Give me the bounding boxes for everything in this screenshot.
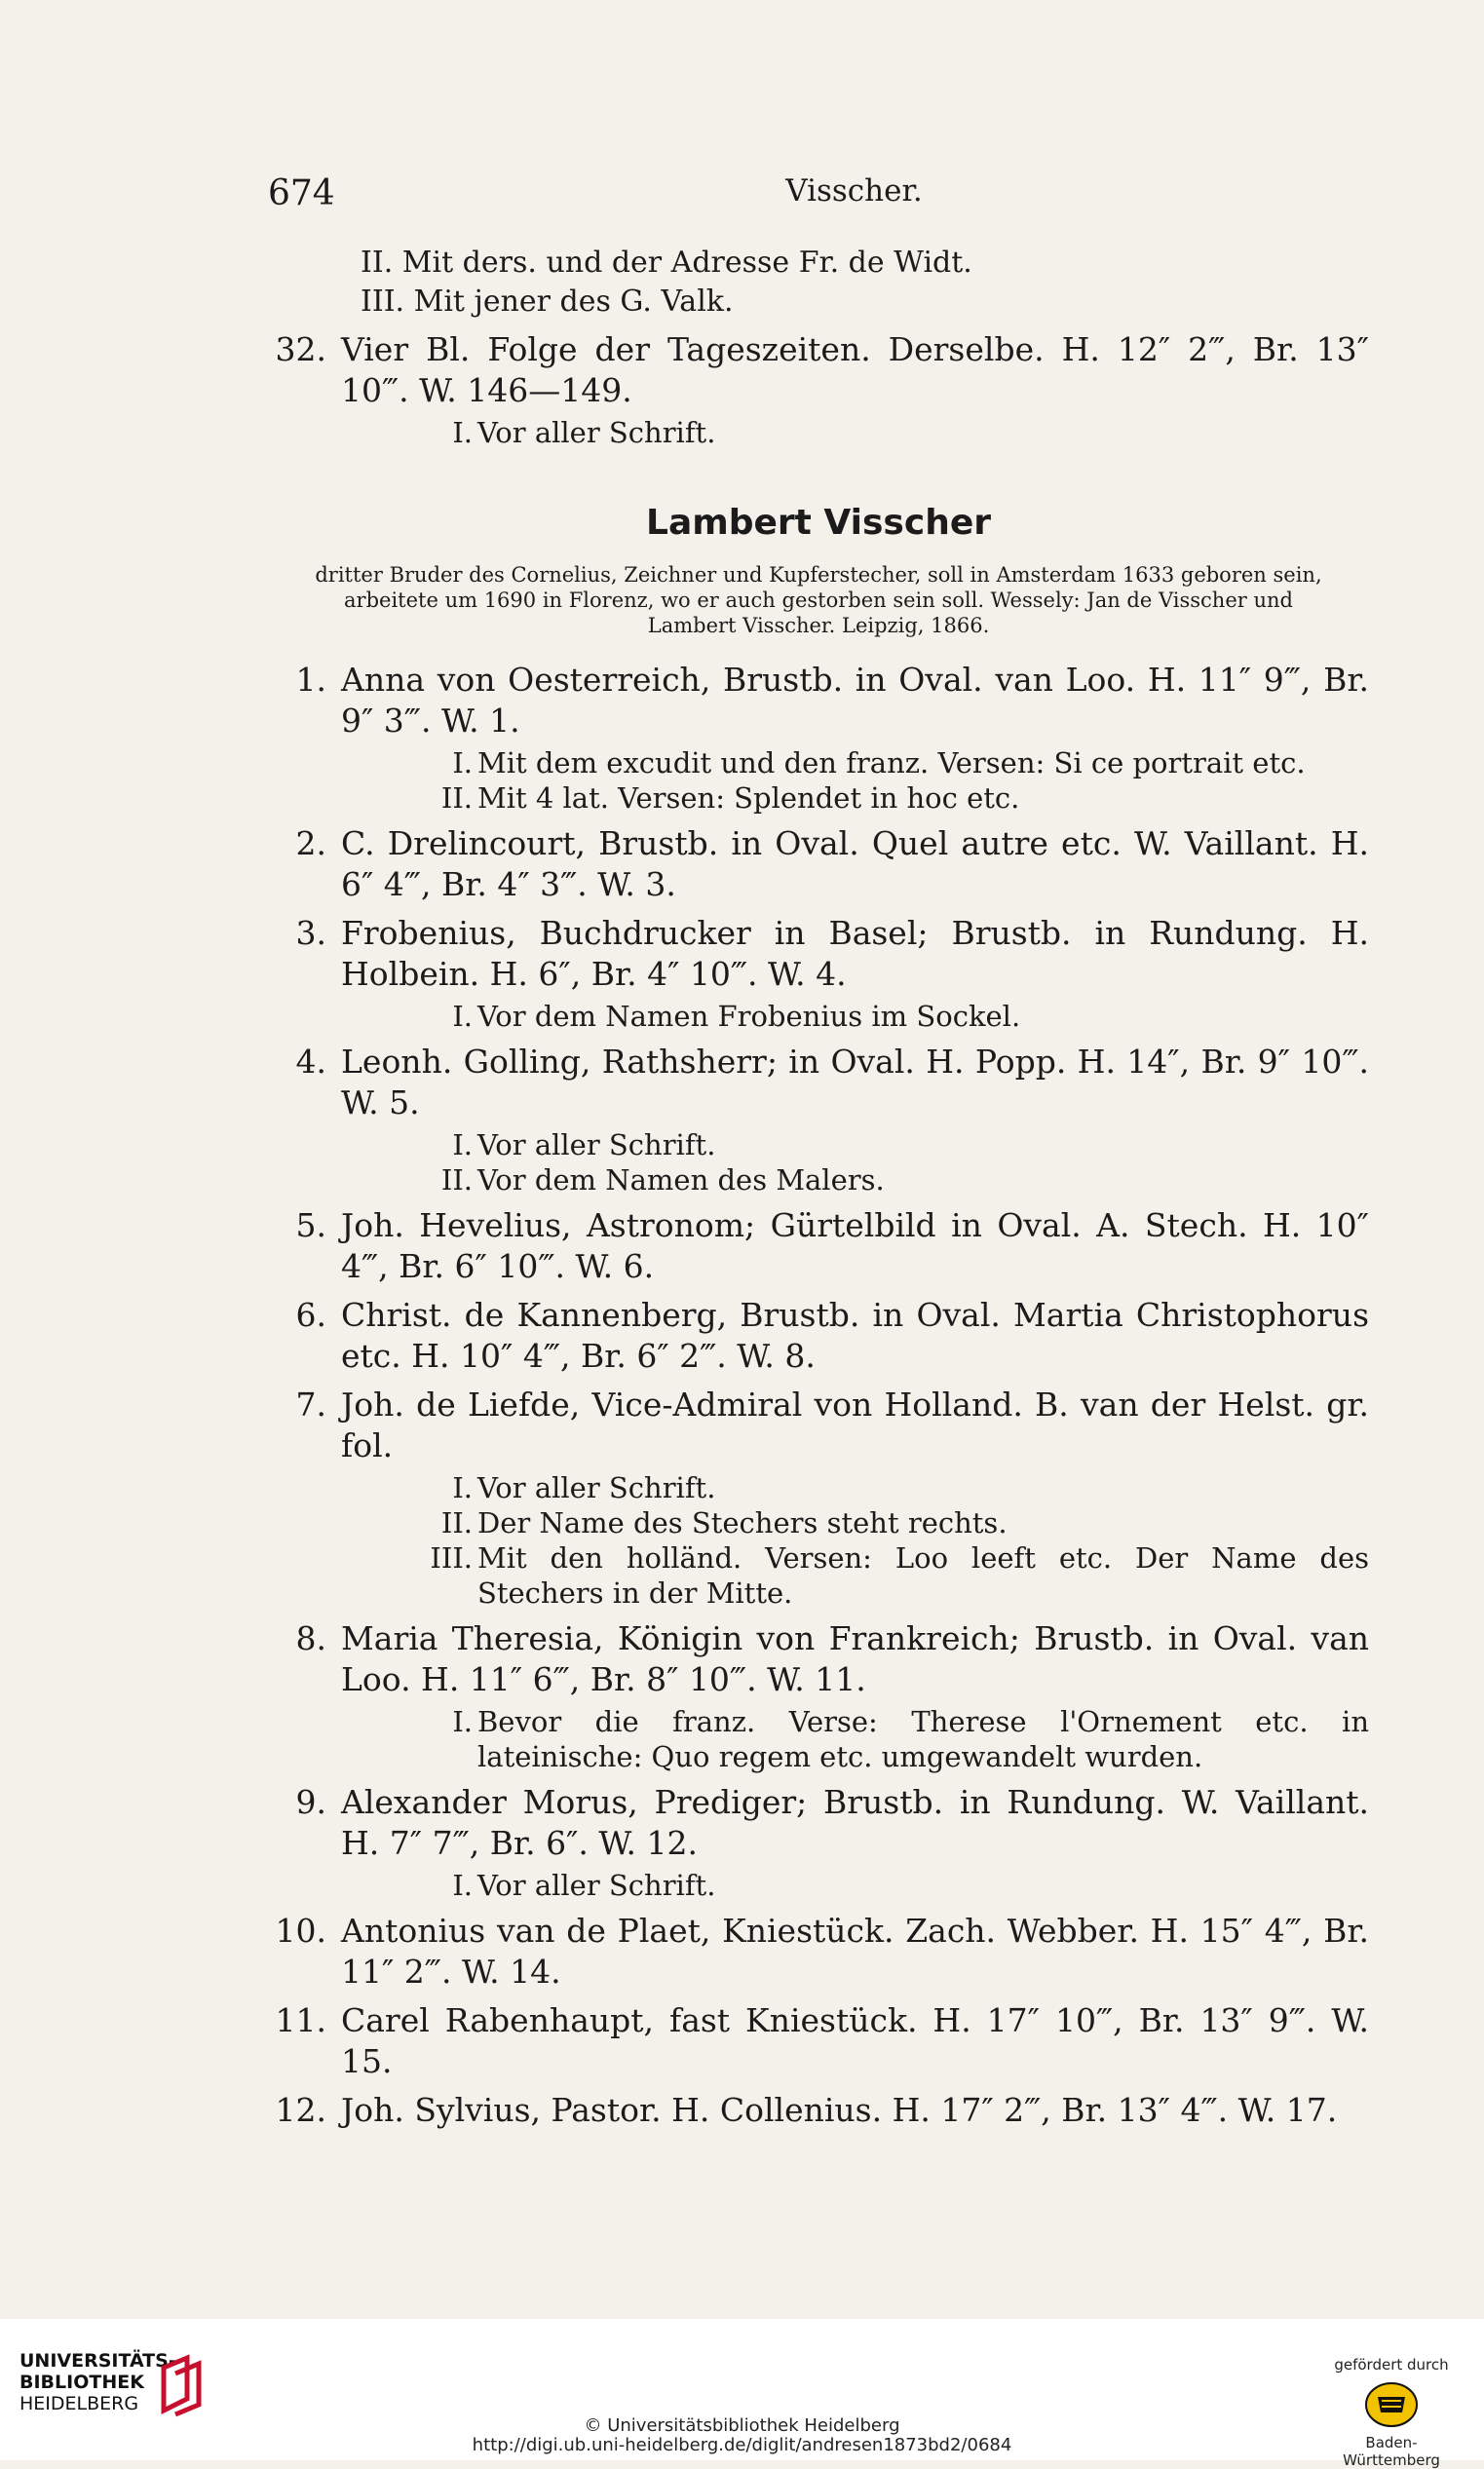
entry-text: Joh. Sylvius, Pastor. H. Collenius. H. 17″ 2‴, Br. 13″ 4‴. W. 17. xyxy=(341,2091,1338,2129)
entry-text: Maria Theresia, Königin von Frankreich; Brustb. in Oval. van Loo. H. 11″ 6‴, Br. 8″ 10‴. W. 11. xyxy=(341,1619,1369,1698)
entry-text: Joh. de Liefde, Vice-Admiral von Holland. B. van der Helst. gr. fol. xyxy=(341,1386,1369,1464)
catalog-entry xyxy=(268,1911,1369,1993)
entry-text: Vier Bl. Folge der Tageszeiten. Derselbe. H. 12″ 2‴, Br. 13″ 10‴. W. 146—149. xyxy=(341,330,1369,409)
catalog-entry xyxy=(268,823,1369,905)
entry-text: Antonius van de Plaet, Kniestück. Zach. Webber. H. 15″ 4‴, Br. 11″ 2‴. W. 14. xyxy=(341,1912,1369,1991)
entry-state xyxy=(341,745,1369,780)
entry-text: Alexander Morus, Prediger; Brustb. in Rundung. W. Vaillant. H. 7″ 7‴, Br. 6″. W. 12. xyxy=(341,1783,1369,1862)
entry-number: 1. xyxy=(295,661,326,699)
catalog-entry xyxy=(268,1205,1369,1287)
entry-number: 4. xyxy=(295,1043,326,1081)
state-text: Mit dem excudit und den franz. Versen: Si ce portrait etc. xyxy=(477,746,1306,779)
source-url[interactable]: http://digi.ub.uni-heidelberg.de/diglit/andresen1873bd2/0684 xyxy=(472,2435,1012,2455)
library-name-line2: BIBLIOTHEK xyxy=(19,2372,144,2393)
state-number: I. xyxy=(452,1471,473,1504)
entry-text: Frobenius, Buchdrucker in Basel; Brustb. in Rundung. H. Holbein. H. 6″, Br. 4″ 10‴. W. 4. xyxy=(341,914,1369,993)
entry-number: 11. xyxy=(275,2001,326,2039)
library-name-line3: HEIDELBERG xyxy=(19,2393,139,2414)
entry-state xyxy=(341,1505,1369,1540)
entry-number: 12. xyxy=(275,2091,326,2129)
sponsor-name: Baden-Württemberg xyxy=(1343,2434,1440,2469)
catalog-entry xyxy=(268,1295,1369,1377)
entry-state xyxy=(341,1540,1369,1611)
state-number: II. xyxy=(440,1506,473,1539)
catalog-entry xyxy=(268,1782,1369,1903)
catalog-entry-32 xyxy=(268,329,1369,450)
catalog-entry xyxy=(268,1042,1369,1197)
catalog-entry xyxy=(268,660,1369,816)
entry-state xyxy=(341,1470,1369,1505)
ub-heidelberg-logo-icon xyxy=(154,2354,205,2418)
entry-text: Anna von Oesterreich, Brustb. in Oval. van Loo. H. 11″ 9‴, Br. 9″ 3‴. W. 1. xyxy=(341,661,1369,740)
entry-number: 10. xyxy=(275,1912,326,1950)
lead-line: III. Mit jener des G. Valk. xyxy=(361,285,734,319)
page-content xyxy=(268,244,1369,2131)
state-number: I. xyxy=(452,416,473,449)
baden-wuerttemberg-coat-of-arms-icon xyxy=(1362,2379,1421,2430)
entry-number: 5. xyxy=(295,1206,326,1244)
footer-credits xyxy=(0,2416,1484,2455)
state-text: Mit den holländ. Versen: Loo leeft etc. Der Name des Stechers in der Mitte. xyxy=(477,1541,1369,1610)
entry-number: 9. xyxy=(295,1783,326,1821)
running-head: Visscher. xyxy=(785,173,923,209)
state-number: II. xyxy=(440,781,473,815)
entry-list xyxy=(268,660,1369,2131)
sponsor-label: gefördert durch xyxy=(1334,2356,1449,2374)
entry-state xyxy=(341,1704,1369,1774)
entry-state xyxy=(341,1127,1369,1162)
state-text: Vor aller Schrift. xyxy=(477,416,716,449)
copyright-text: © Universitätsbibliothek Heidelberg xyxy=(584,2415,900,2436)
entry-number: 7. xyxy=(295,1386,326,1424)
entry-number: 6. xyxy=(295,1296,326,1334)
library-logo xyxy=(19,2350,176,2414)
state-text: Vor aller Schrift. xyxy=(477,1471,716,1504)
catalog-entry xyxy=(268,913,1369,1034)
state-number: I. xyxy=(452,746,473,779)
state-number: I. xyxy=(452,1705,473,1738)
catalog-entry xyxy=(268,1618,1369,1774)
entry-text: Joh. Hevelius, Astronom; Gürtelbild in Oval. A. Stech. H. 10″ 4‴, Br. 6″ 10‴. W. 6. xyxy=(341,1206,1369,1285)
state-text: Bevor die franz. Verse: Therese l'Ornement etc. in lateinische: Quo regem etc. umgewandelt wurden. xyxy=(477,1705,1369,1773)
library-name-line1: UNIVERSITÄTS- xyxy=(19,2350,176,2372)
state-text: Vor aller Schrift. xyxy=(477,1128,716,1161)
footer xyxy=(0,2319,1484,2469)
entry-text: C. Drelincourt, Brustb. in Oval. Quel autre etc. W. Vaillant. H. 6″ 4‴, Br. 4″ 3‴. W. 3. xyxy=(341,824,1369,903)
lead-line: II. Mit ders. und der Adresse Fr. de Widt. xyxy=(361,246,972,280)
state-number: I. xyxy=(452,1869,473,1902)
entry-text: Carel Rabenhaupt, fast Kniestück. H. 17″ 10‴, Br. 13″ 9‴. W. 15. xyxy=(341,2001,1369,2080)
entry-state xyxy=(341,415,1369,450)
entry-number: 32. xyxy=(275,330,326,368)
state-text: Vor aller Schrift. xyxy=(477,1869,716,1902)
state-number: I. xyxy=(452,1128,473,1161)
catalog-entry xyxy=(268,2000,1369,2082)
section-title: Lambert Visscher xyxy=(646,503,991,543)
state-text: Vor dem Namen des Malers. xyxy=(477,1163,885,1197)
section-description: dritter Bruder des Cornelius, Zeichner und Kupferstecher, soll in Amsterdam 1633 geboren sein, arbeitete um 1690 in Florenz, wo er auch gestorben sein soll. Wessely: Jan de Visscher und Lambert Visscher. Leipzig, 1866. xyxy=(315,563,1322,637)
sponsor-block xyxy=(1323,2356,1460,2469)
state-number: III. xyxy=(430,1541,473,1575)
page-number: 674 xyxy=(268,173,335,213)
state-text: Vor dem Namen Frobenius im Sockel. xyxy=(477,1000,1021,1033)
state-number: I. xyxy=(452,1000,473,1033)
page-header xyxy=(268,173,1372,222)
state-text: Mit 4 lat. Versen: Splendet in hoc etc. xyxy=(477,781,1020,815)
entry-text: Leonh. Golling, Rathsherr; in Oval. H. Popp. H. 14″, Br. 9″ 10‴. W. 5. xyxy=(341,1043,1369,1121)
entry-state xyxy=(341,999,1369,1034)
state-text: Der Name des Stechers steht rechts. xyxy=(477,1506,1008,1539)
entry-state xyxy=(341,1868,1369,1903)
entry-number: 2. xyxy=(295,824,326,862)
catalog-entry xyxy=(268,1385,1369,1611)
entry-state xyxy=(341,1162,1369,1197)
state-number: II. xyxy=(440,1163,473,1197)
catalog-entry xyxy=(268,2090,1369,2131)
entry-state xyxy=(341,780,1369,816)
entry-text: Christ. de Kannenberg, Brustb. in Oval. Martia Christophorus etc. H. 10″ 4‴, Br. 6″ 2‴. W. 8. xyxy=(341,1296,1369,1375)
entry-number: 8. xyxy=(295,1619,326,1657)
entry-number: 3. xyxy=(295,914,326,952)
